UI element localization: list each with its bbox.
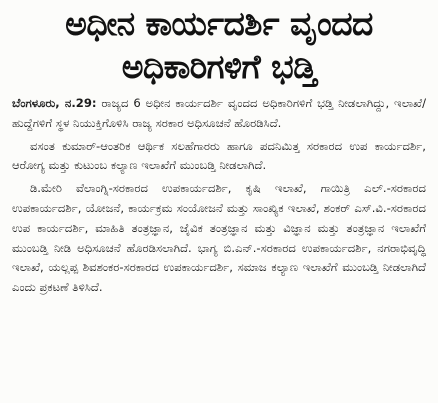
- headline-line-1: ಅಧೀನ ಕಾರ್ಯದರ್ಶಿ ವೃಂದದ: [65, 4, 373, 43]
- article-body: [12, 94, 426, 301]
- paragraph-text: ರಾಜ್ಯದ 6 ಅಧೀನ ಕಾರ್ಯದರ್ಶಿ ವೃಂದದ ಅಧಿಕಾರಿಗಳಿಗೆ ಭಡ್ತಿ ನೀಡಲಾಗಿದ್ದು, ಇಲಾಖೆ/ಹುದ್ದೆಗಳಿಗೆ ಸ್ಥಳ ನಿಯುಕ್ತಿಗೊಳಿಸಿ ರಾಜ್ಯ ಸರಕಾರ ಅಧಿಸೂಚನೆ ಹೊರಡಿಸಿದೆ.: [12, 96, 426, 130]
- article-paragraph: ಡಿ.ಮೇರಿ ವೆಲಾಂಗ್ನಿ-ಸರಕಾರದ ಉಪಕಾರ್ಯದರ್ಶಿ, ಕೃಷಿ ಇಲಾಖೆ, ಗಾಯಿತ್ರಿ ಎಲ್.-ಸರಕಾರದ ಉಪಕಾರ್ಯದರ್ಶಿ, ಯೋಜನೆ, ಕಾರ್ಯಕ್ರಮ ಸಂಯೋಜನೆ ಮತ್ತು ಸಾಂಖ್ಯಿಕ ಇಲಾಖೆ, ಶಂಕರ್ ಎಸ್.ವಿ.-ಸರಕಾರದ ಉಪ ಕಾರ್ಯದರ್ಶಿ, ಮಾಹಿತಿ ತಂತ್ರಜ್ಞಾನ, ಜೈವಿಕ ತಂತ್ರಜ್ಞಾನ ಮತ್ತು ವಿಜ್ಞಾನ ಮತ್ತು ತಂತ್ರಜ್ಞಾನ ಇಲಾಖೆಗೆ ಮುಂಬಡ್ತಿ ನೀಡಿ ಅಧಿಸೂಚನೆ ಹೊರಡಿಸಲಾಗಿದೆ. ಭಾಗ್ಯ ಬಿ.ಎನ್.-ಸರಕಾರದ ಉಪಕಾರ್ಯದರ್ಶಿ, ನಗರಾಭಿವೃದ್ಧಿ ಇಲಾಖೆ, ಯಲ್ಲಪ್ಪ ಶಿವಶಂಕರ-ಸರಕಾರದ ಉಪಕಾರ್ಯದರ್ಶಿ, ಸಮಾಜ ಕಲ್ಯಾಣ ಇಲಾಖೆಗೆ ಮುಂಬಡ್ತಿ ನೀಡಲಾಗಿದೆ ಎಂದು ಪ್ರಕಟಣೆ ತಿಳಿಸಿದೆ.: [12, 181, 426, 295]
- dateline: ಬೆಂಗಳೂರು, ನ.29:: [12, 96, 97, 110]
- headline-line-2: ಅಧಿಕಾರಿಗಳಿಗೆ ಭಡ್ತಿ: [121, 47, 317, 86]
- article-paragraph: ವಸಂತ ಕುಮಾರ್-ಆಂತರಿಕ ಆರ್ಥಿಕ ಸಲಹೆಗಾರರು ಹಾಗೂ ಪದನಿಮಿತ್ತ ಸರಕಾರದ ಉಪ ಕಾರ್ಯದರ್ಶಿ, ಆರೋಗ್ಯ ಮತ್ತು ಕುಟುಂಬ ಕಲ್ಯಾಣ ಇಲಾಖೆಗೆ ಮುಂಬಡ್ತಿ ನೀಡಲಾಗಿದೆ.: [12, 138, 426, 173]
- headline: [0, 0, 438, 90]
- article-paragraph: [12, 94, 426, 134]
